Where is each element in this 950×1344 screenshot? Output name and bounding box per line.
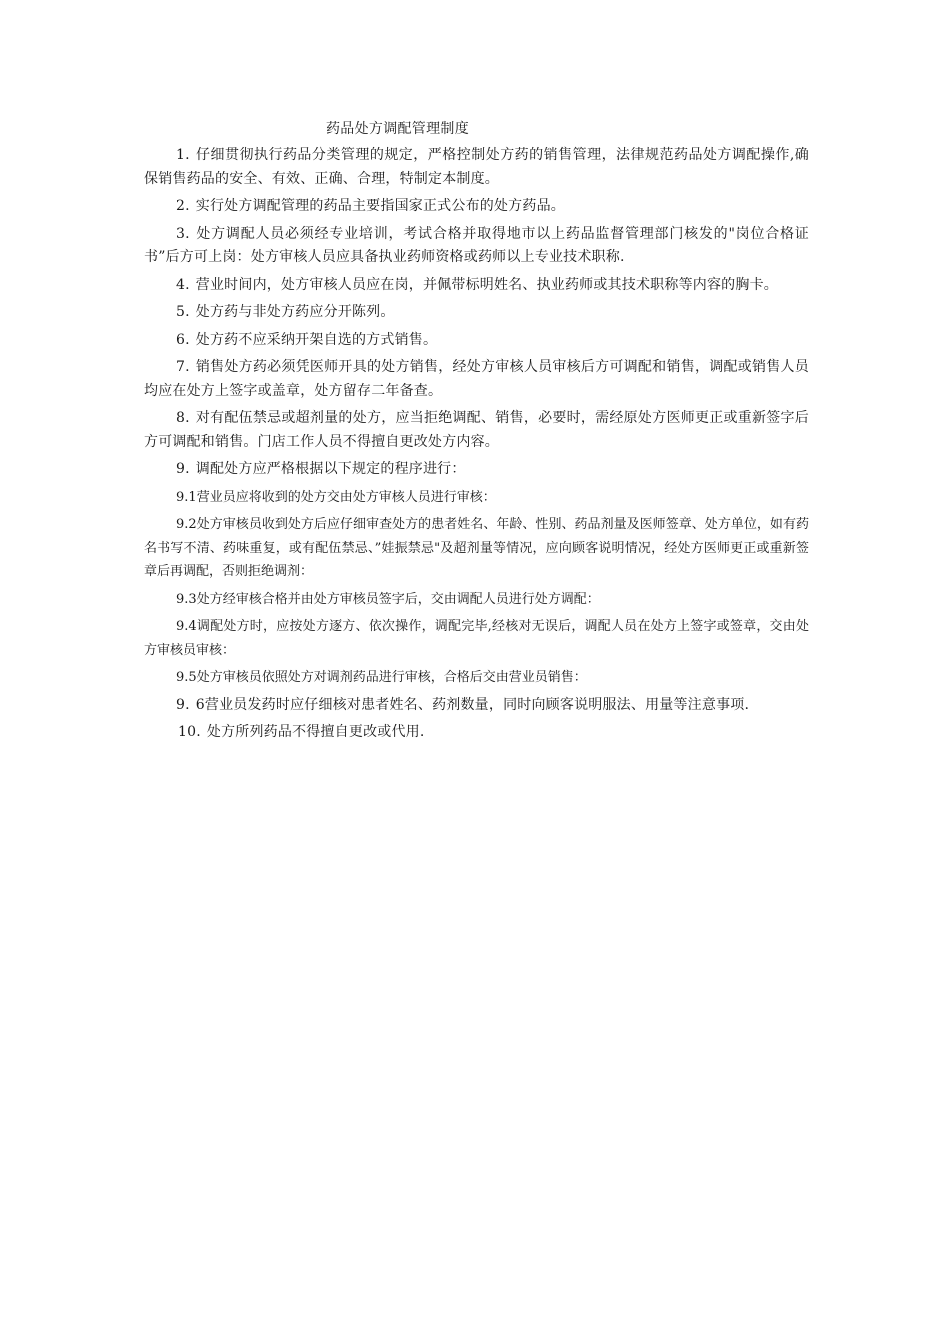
paragraph-9-5 [144,666,809,690]
paragraph-3 [144,223,809,270]
paragraph-number: 10. [178,724,201,740]
paragraph-text: 处方所列药品不得擅自更改或代用. [206,724,425,740]
paragraph-number: 9. [176,461,190,477]
paragraph-text: 处方药与非处方药应分开陈列。 [195,304,395,320]
paragraph-9 [144,458,809,482]
paragraph-number: 9.5 [176,670,197,685]
paragraph-text: 对有配伍禁忌或超剂量的处方，应当拒绝调配、销售，必要时，需经原处方医师更正或重新签字后方可调配和销售。门店工作人员不得擅自更改处方内容。 [144,410,809,450]
paragraph-number: 9.1 [176,489,197,505]
paragraph-text: 处方审核员依照处方对调剂药品进行审核，合格后交由营业员销售： [196,670,587,685]
paragraph-text: 处方经审核合格并由处方审核员签字后，交由调配人员进行处方调配： [196,591,600,607]
paragraph-text: 营业时间内，处方审核人员应在岗，并佩带标明姓名、执业药师或其技术职称等内容的胸卡。 [195,276,778,293]
paragraph-1 [144,144,809,191]
paragraph-9-2 [144,513,809,584]
paragraph-text: 销售处方药必须凭医师开具的处方销售，经处方审核人员审核后方可调配和销售，调配或销售人员均应在处方上签字或盖章，处方留存二年备查。 [144,359,809,399]
paragraph-number: 3. [176,225,190,242]
paragraph-text: 仔细贯彻执行药品分类管理的规定，严格控制处方药的销售管理，法律规范药品处方调配操作,确保销售药品的安全、有效、正确、合理，特制定本制度。 [144,147,809,187]
paragraph-9-4 [144,615,809,662]
paragraph-text: 处方调配人员必须经专业培训，考试合格并取得地市以上药品监督管理部门核发的"岗位合格证书”后方可上岗：处方审核人员应具备执业药师资格或药师以上专业技术职称. [144,225,809,265]
paragraph-9-6 [144,694,809,718]
paragraph-text: 处方药不应采纳开架自选的方式销售。 [195,331,438,348]
paragraph-text: 调配处方时，应按处方逐方、依次操作，调配完毕,经核对无误后，调配人员在处方上签字或签章，交由处方审核员审核： [144,619,809,658]
paragraph-text: 实行处方调配管理的药品主要指国家正式公布的处方药品。 [195,198,565,214]
paragraph-text: 处方审核员收到处方后应仔细审查处方的患者姓名、年龄、性别、药品剂量及医师签章、处方单位，如有药名书写不清、药味重复，或有配伍禁忌、”娃振禁忌"及超剂量等情况，应向顾客说明情况，经处方医师更正或重新签章后再调配，否则拒绝调剂： [144,517,809,579]
document-title: 药品处方调配管理制度 [326,121,469,137]
paragraph-9-1 [144,486,809,510]
paragraph-number: 9.2 [176,517,197,532]
paragraph-2 [144,195,809,219]
paragraph-number: 2. [176,198,190,214]
paragraph-4 [144,274,809,298]
paragraph-8 [144,407,809,454]
paragraph-number: 7. [176,359,190,375]
paragraph-text: 营业员应将收到的处方交由处方审核人员进行审核： [196,489,496,505]
paragraph-text: 6营业员发药时应仔细核对患者姓名、药剂数量，同时向顾客说明服法、用量等注意事项. [195,696,750,713]
paragraph-number: 5. [176,304,190,320]
paragraph-number: 4. [176,276,190,293]
paragraph-text: 调配处方应严格根据以下规定的程序进行： [195,461,466,477]
paragraph-6 [144,329,809,353]
paragraph-number: 6. [176,331,190,348]
paragraph-number: 9.3 [176,591,197,607]
paragraph-7 [144,356,809,403]
document-body [144,144,809,749]
paragraph-5 [144,301,809,325]
paragraph-number: 9. [176,696,190,713]
paragraph-number: 9.4 [176,619,197,634]
paragraph-number: 8. [176,410,190,426]
paragraph-number: 1. [176,147,190,163]
paragraph-9-3 [144,588,809,612]
paragraph-10 [144,721,809,745]
